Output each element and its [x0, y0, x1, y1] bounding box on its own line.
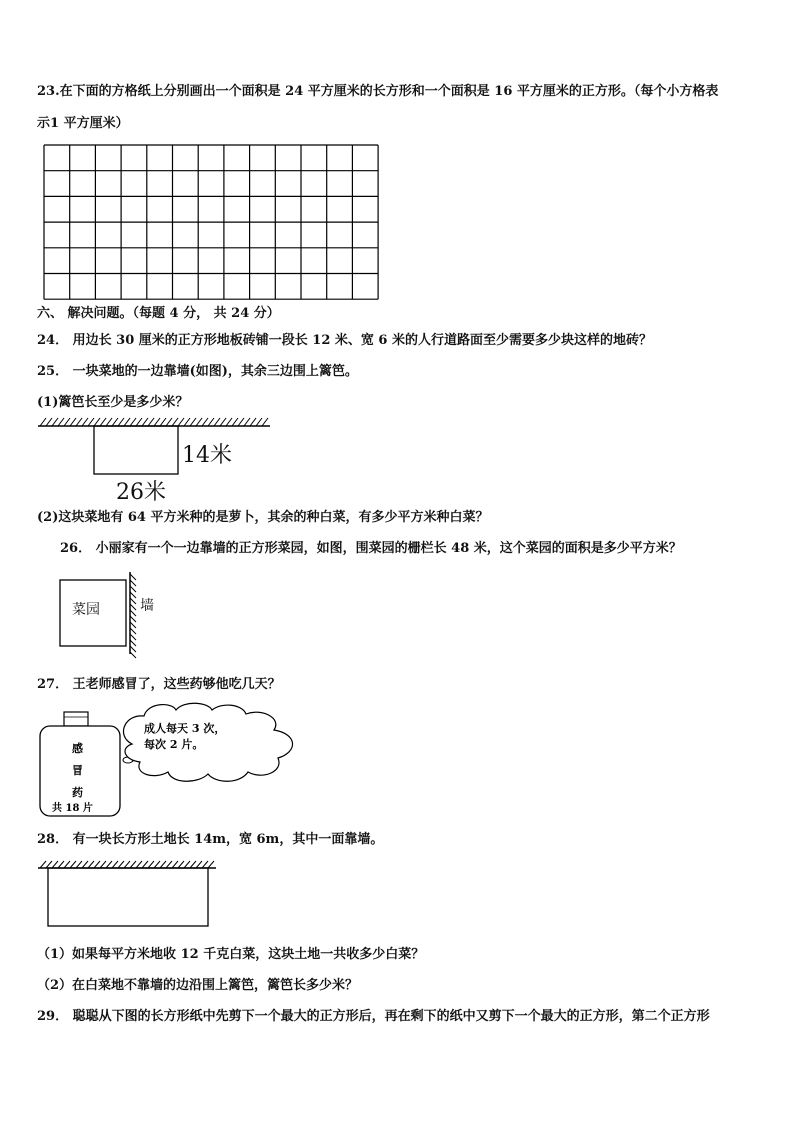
hatch-mark — [130, 646, 136, 652]
hatch-mark — [70, 861, 76, 868]
vegetable-plot — [94, 426, 178, 474]
q28-part2: （2）在白菜地不靠墙的边沿围上篱笆，篱笆长多少米？ — [37, 978, 359, 993]
q25-intro: 25． 一块菜地的一边靠墙(如图)，其余三边围上篱笆。 — [37, 364, 358, 379]
hatch-mark — [118, 418, 124, 426]
hatch-mark — [178, 418, 184, 426]
hatch-mark — [226, 418, 232, 426]
hatch-mark — [52, 861, 58, 868]
q26-text: 26． 小丽家有一个一边靠墙的正方形菜园，如图，围菜园的栅栏长 48 米，这个菜园的面积是多少平方米？ — [60, 541, 682, 556]
hatch-mark — [76, 418, 82, 426]
hatch-mark — [208, 861, 214, 868]
hatch-mark — [100, 418, 106, 426]
hatch-mark — [208, 418, 214, 426]
hatch-mark — [130, 418, 136, 426]
q25-part2: (2)这块菜地有 64 平方米种的是萝卜，其余的种白菜，有多少平方米种白菜？ — [37, 510, 489, 525]
q25-figure — [36, 414, 286, 506]
q25-part1: (1)篱笆长至少是多少米？ — [37, 395, 189, 410]
hatch-mark — [136, 861, 142, 868]
hatch-mark — [130, 604, 136, 610]
q28-part1: （1）如果每平方米地收 12 千克白菜，这块土地一共收多少白菜？ — [37, 947, 425, 962]
hatch-mark — [160, 861, 166, 868]
hatch-mark — [172, 418, 178, 426]
hatch-mark — [64, 861, 70, 868]
hatch-mark — [130, 586, 136, 592]
bubble-line-2: 每次 2 片。 — [144, 738, 204, 751]
hatch-mark — [94, 418, 100, 426]
hatch-mark — [58, 418, 64, 426]
hatch-mark — [94, 861, 100, 868]
hatch-mark — [88, 418, 94, 426]
hatch-mark — [244, 418, 250, 426]
hatch-mark — [130, 634, 136, 640]
hatch-mark — [64, 418, 70, 426]
grid-paper — [40, 142, 382, 302]
hatch-mark — [70, 418, 76, 426]
hatch-mark — [196, 418, 202, 426]
bottle-char-3: 药 — [72, 786, 83, 799]
hatch-mark — [58, 861, 64, 868]
hatch-mark — [46, 861, 52, 868]
hatch-mark — [112, 861, 118, 868]
hatch-mark — [130, 592, 136, 598]
hatch-mark — [82, 861, 88, 868]
hatch-mark — [262, 418, 268, 426]
hatch-mark — [184, 861, 190, 868]
hatch-mark — [112, 418, 118, 426]
q24-text: 24． 用边长 30 厘米的正方形地板砖铺一段长 12 米、宽 6 米的人行道路面至少需要多少块这样的地砖？ — [37, 333, 652, 348]
section-six-heading: 六、 解决问题。（每题 4 分， 共 24 分） — [37, 306, 280, 321]
hatch-mark — [154, 861, 160, 868]
q26-figure — [56, 570, 166, 660]
hatch-mark — [256, 418, 262, 426]
hatch-mark — [124, 418, 130, 426]
hatch-mark — [124, 861, 130, 868]
hatch-mark — [214, 418, 220, 426]
hatch-mark — [46, 418, 52, 426]
hatch-mark — [202, 861, 208, 868]
hatch-mark — [154, 418, 160, 426]
hatch-mark — [190, 418, 196, 426]
hatch-mark — [142, 861, 148, 868]
hatch-mark — [76, 861, 82, 868]
q28-text: 28． 有一块长方形土地长 14m，宽 6m，其中一面靠墙。 — [37, 832, 384, 847]
cabbage-field — [48, 868, 208, 926]
hatch-mark — [130, 616, 136, 622]
hatch-mark — [130, 598, 136, 604]
hatch-mark — [136, 418, 142, 426]
hatch-mark — [220, 418, 226, 426]
hatch-mark — [202, 418, 208, 426]
hatch-mark — [172, 861, 178, 868]
wall-hatch — [38, 418, 270, 426]
hatch-mark — [184, 418, 190, 426]
q27-figure — [36, 700, 308, 820]
hatch-mark — [160, 418, 166, 426]
hatch-mark — [238, 418, 244, 426]
bottle-total: 共 18 片 — [52, 803, 93, 814]
q23-line1: 23.在下面的方格纸上分别画出一个面积是 24 平方厘米的长方形和一个面积是 16 平方厘米的正方形。（每个小方格表 — [37, 84, 719, 99]
hatch-mark — [190, 861, 196, 868]
hatch-mark — [82, 418, 88, 426]
bottle-char-1: 感 — [72, 742, 83, 755]
hatch-mark — [100, 861, 106, 868]
hatch-mark — [40, 861, 46, 868]
hatch-mark — [40, 418, 46, 426]
hatch-mark — [196, 861, 202, 868]
width-label: 26米 — [116, 480, 166, 505]
hatch-mark — [106, 418, 112, 426]
hatch-mark — [118, 861, 124, 868]
hatch-mark — [148, 861, 154, 868]
hatch-mark — [178, 861, 184, 868]
hatch-mark — [148, 418, 154, 426]
hatch-mark — [250, 418, 256, 426]
hatch-mark — [130, 640, 136, 646]
hatch-mark — [130, 861, 136, 868]
q29-text: 29． 聪聪从下图的长方形纸中先剪下一个最大的正方形后，再在剩下的纸中又剪下一个最大的正方形，第二个正方形 — [37, 1009, 710, 1024]
hatch-mark — [130, 622, 136, 628]
bubble-line-1: 成人每天 3 次， — [144, 722, 226, 735]
hatch-mark — [166, 861, 172, 868]
hatch-mark — [88, 861, 94, 868]
hatch-mark — [130, 574, 136, 580]
hatch-mark — [232, 418, 238, 426]
hatch-mark — [166, 418, 172, 426]
medicine-bottle — [40, 712, 120, 816]
hatch-mark — [52, 418, 58, 426]
hatch-mark — [130, 652, 136, 658]
hatch-mark — [130, 628, 136, 634]
garden-label: 菜园 — [72, 602, 100, 618]
hatch-mark — [142, 418, 148, 426]
q23-line2: 示1 平方厘米） — [37, 116, 129, 131]
wall-label: 墙 — [140, 598, 154, 614]
hatch-mark — [130, 610, 136, 616]
hatch-mark — [106, 861, 112, 868]
q28-figure — [36, 858, 220, 932]
height-label: 14米 — [182, 443, 232, 468]
hatch-mark — [130, 580, 136, 586]
q27-text: 27． 王老师感冒了，这些药够他吃几天？ — [37, 677, 281, 692]
bottle-char-2: 冒 — [72, 764, 83, 777]
